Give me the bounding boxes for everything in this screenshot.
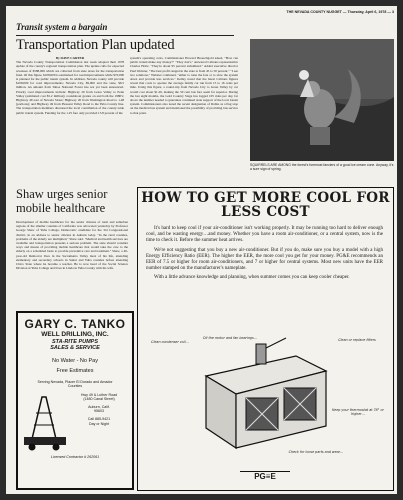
tanko-company: WELL DRILLING, INC. (41, 331, 109, 338)
pge-callout-filters: Clean or replace filters (338, 338, 376, 342)
pge-logo: PG≡E (240, 471, 290, 481)
tanko-offer-2: Free Estimates (56, 368, 94, 374)
transit-col1-text: The Nevada County Transportation Commission last week adopted their 1978 update of the county's regional transportation plan. The update calls for expected revenues of $588,000 which are collected from state taxes for the transportation fund. Of this figure, $108,000 is earmarked for road improvements while $70,000 is planned for the public transit system. In addition, Nevada county will provide $108,000 for road improvements; Nevada City, $9,000 and the state, $9.5 million. An amount from Tahoe National Forest has not yet been announced. Priority road improvements include: Highway 20 from Grass Valley to Penn Valley (estimated cost $5.2 million); roundabout grades on and both the 1980's; Highway 49 east of Nevada Street; Highway 20 from Washington Road to 1.48 (portions); and Highway 49 from Pleasant Valley Road to the Yuba County line. The transportation members discussed the local contribution of the county-wide public transit system. Funding for the 1.25 fare only provided 15.8 percent of the (16, 60, 124, 115)
transit-col2-text: system's operating costs, Commissioner Howard Breeschgold asked, "How can public transit make any money?" "They don't," answered Caltrans representative Charles Holtz. "They're about 95 percent subsidized." Added executive director Paul Webster, "The best profit ranged in the state is from 45 to 50 percent." "I see two solutions," Webster continued, "either to raise the fare or to slow the system down and provide less services." Kelley noted that the latest Caltrans figures reveal that costs to operate the average family car run from 15 to 16 cents per mile. Using this figure, a round-trip from Nevada City to Grass Valley by car would cost about $1.26, making the 50 cent bus fare seem far superior. During the last eight months, the Gold Country Stage has logged 105 rides per day, far above the number needed to guarantee continued state support of the local transit system. Commissioners also noted the recent designation of Dallas as a flag stop on the medical bus system and mentioned the possibility of providing bus service to that point. (130, 56, 238, 115)
tanko-name: GARY C. TANKO (24, 317, 126, 331)
pge-callout-loose-parts: Check for loose parts and wear… (288, 450, 344, 454)
transit-byline: By DAVE CARTER (55, 56, 85, 60)
pge-body (146, 226, 383, 285)
transit-column-1 (16, 56, 124, 182)
shaw-headline: Shaw urges senior mobile healthcare (16, 187, 108, 215)
drill-rig-illustration (22, 395, 68, 451)
pge-callout-bearings: Oil the motor and fan bearings… (202, 336, 258, 340)
tanko-hours: Day or Night (89, 421, 109, 426)
squirrel-photo (250, 39, 394, 161)
pge-para-1: It's hard to keep cool if your air-conditioner isn't working properly. It may be running too hard to deliver enough cool, and be wasting energy…and money. Whether you have a room air-conditioner, or a central system, now is the time to check it. Before the summer heat arrives. (146, 226, 383, 244)
shaw-body (16, 220, 128, 306)
transit-column-2 (130, 56, 238, 182)
newspaper-page (6, 6, 397, 494)
tanko-address-1: Hwy 49 & Luther Road (80, 392, 118, 397)
squirrel-photo-graphic (250, 39, 394, 161)
pge-para-2: We're not suggesting that you buy a new air-conditioner. But if you do, make sure you buy a model with a high Energy Efficiency Ratio (EER). The higher the EER, the more cool you get for your money. PG&E recommends an EER of 7.5 or higher for room air-conditioners, and 7 or higher for central systems. Most new units have the EER number stamped on the manufacturer's nameplate. (146, 247, 383, 272)
photo-caption: SQUIRRELS ARE AMONG the forest's foremost fanciers of a good ice cream cone. Anyway, it's a sure sign of spring. (250, 163, 394, 172)
tanko-offer-1: No Water - No Pay (52, 357, 98, 364)
pge-callout-condenser: Clean condenser coil… (151, 340, 189, 344)
tanko-ad (16, 311, 134, 490)
tanko-license: Licensed Contractor # 262061 (50, 454, 100, 459)
tanko-zip: 95603 (94, 409, 104, 414)
pge-callout-thermostat: Keep your thermostat at 78° or higher… (332, 408, 384, 416)
tanko-city: Auburn, Calif. (88, 404, 110, 409)
tanko-call: Call 885-9421 (87, 417, 111, 422)
transit-headline: Transportation Plan updated (16, 37, 175, 53)
tanko-address-2: (1480 Canal Street) (83, 397, 115, 402)
shaw-body-text: Development of mobile healthcare for the senior citizens of rural and suburban regions of the smaller counties of California was advocated yesterday by Professor George Shaw of Yuba College, Democratic candidate for the 3rd Congressional district, in an address to senior citizens in Auburn today. "In the rural counties, problems of the elderly are multiplied," Shaw said. "Medical and health services are available and transportation presents a serious problem. The state should consider ways and means of providing mobile healthcare that would take the care to the elderly on a scheduled basis to provide preventive care and treatment." Shaw, a 40-year-old Democrat lives in the Sacramento Valley most of his life, attending elementary and secondary schools in Sutter and Yuba counties before attending Chico State where he became a teacher. He is now head of the Social Science Division at Yuba College and lives in Linda in Yuba County with his wife. (16, 220, 128, 271)
air-conditioner-illustration (196, 336, 336, 456)
running-head: THE NEVADA COUNTY NUGGET — Thursday, April 6, 1978 — 3 (286, 10, 394, 14)
pge-ad (137, 187, 394, 491)
pge-headline: HOW TO GET MORE COOL FOR LESS COST (141, 190, 390, 220)
tanko-serving: Serving Nevada, Placer El Dorado and Amador Counties (37, 379, 113, 389)
transit-kicker: Transit system a bargain (16, 22, 108, 32)
kicker-rule (16, 35, 234, 36)
pge-para-3: With a little advance knowledge and planning, when summer comes you can keep cooler cheaper. (154, 275, 350, 281)
tanko-tagline-2: SALES & SERVICE (50, 345, 100, 351)
tanko-tagline-1: STA-RITE PUMPS (51, 338, 99, 345)
